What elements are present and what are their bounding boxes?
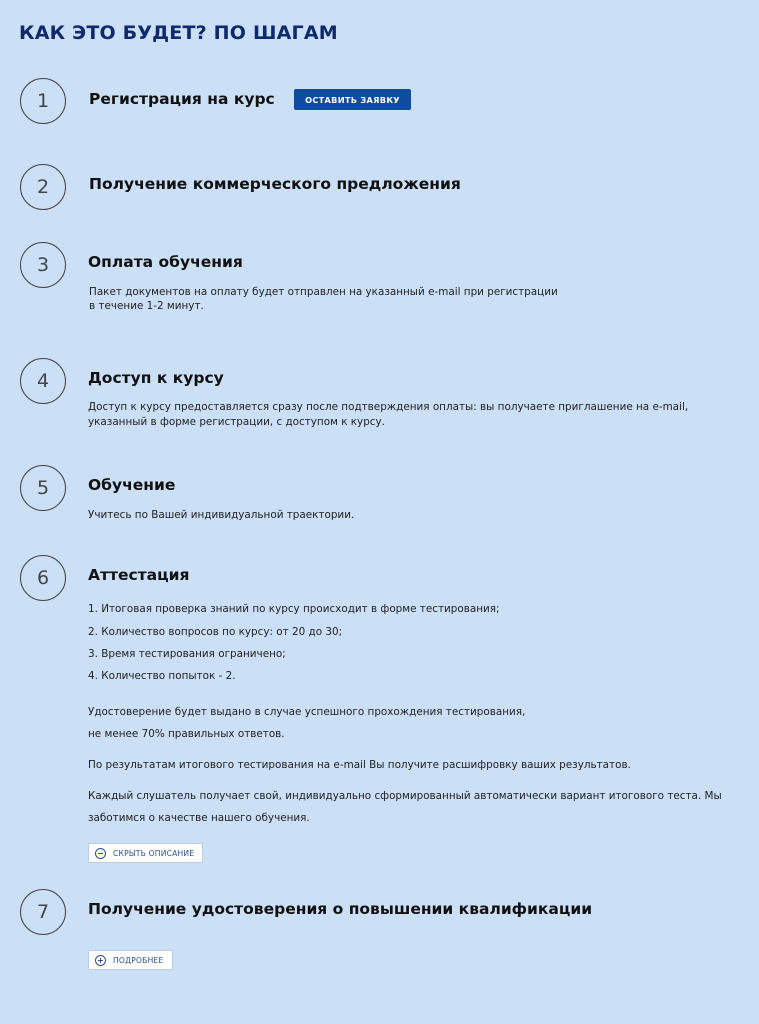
step-title-2: Получение коммерческого предложения (89, 175, 461, 193)
step-4-text-line: указанный в форме регистрации, с доступом к курсу. (88, 416, 385, 428)
step-number-2: 2 (20, 164, 66, 210)
step-6-text-line: 4. Количество попыток - 2. (88, 670, 236, 682)
step-6-text-line: Удостоверение будет выдано в случае успешного прохождения тестирования, (88, 706, 526, 718)
step-6-text-line: 3. Время тестирования ограничено; (88, 648, 286, 660)
step-6-text-line: Каждый слушатель получает свой, индивидуально сформированный автоматически вариант итогового теста. Мы (88, 790, 722, 802)
step-6-text-line: По результатам итогового тестирования на e-mail Вы получите расшифровку ваших результатов. (88, 759, 631, 771)
step-number-3: 3 (20, 242, 66, 288)
step-6-text-line: заботимся о качестве нашего обучения. (88, 812, 310, 824)
submit-application-button[interactable]: ОСТАВИТЬ ЗАЯВКУ (294, 89, 411, 110)
step-title-5: Обучение (88, 476, 176, 494)
step-title-4: Доступ к курсу (88, 369, 224, 387)
hide-description-button[interactable] (88, 843, 203, 863)
step-title-7: Получение удостоверения о повышении квалификации (88, 900, 593, 918)
step-title-1: Регистрация на курс (89, 90, 275, 108)
more-details-label: ПОДРОБНЕЕ (113, 955, 164, 965)
step-5-text-line: Учитесь по Вашей индивидуальной траектории. (88, 509, 355, 521)
step-number-7: 7 (20, 889, 66, 935)
step-6-text-line: 1. Итоговая проверка знаний по курсу происходит в форме тестирования; (88, 603, 500, 615)
plus-circle-icon (95, 955, 106, 966)
step-3-text-line: в течение 1-2 минут. (89, 300, 204, 312)
hide-description-label: СКРЫТЬ ОПИСАНИЕ (113, 848, 195, 858)
step-3-text-line: Пакет документов на оплату будет отправлен на указанный e-mail при регистрации (89, 286, 558, 298)
minus-circle-icon (95, 848, 106, 859)
step-number-6: 6 (20, 555, 66, 601)
step-number-1: 1 (20, 78, 66, 124)
step-number-5: 5 (20, 465, 66, 511)
step-number-4: 4 (20, 358, 66, 404)
step-title-3: Оплата обучения (88, 253, 243, 271)
page-title: КАК ЭТО БУДЕТ? ПО ШАГАМ (19, 22, 338, 44)
step-title-6: Аттестация (88, 566, 190, 584)
step-6-text-line: 2. Количество вопросов по курсу: от 20 до 30; (88, 626, 343, 638)
step-6-text-line: не менее 70% правильных ответов. (88, 728, 285, 740)
more-details-button[interactable] (88, 950, 173, 970)
step-4-text-line: Доступ к курсу предоставляется сразу после подтверждения оплаты: вы получаете приглашение на e-mail, (88, 401, 689, 413)
